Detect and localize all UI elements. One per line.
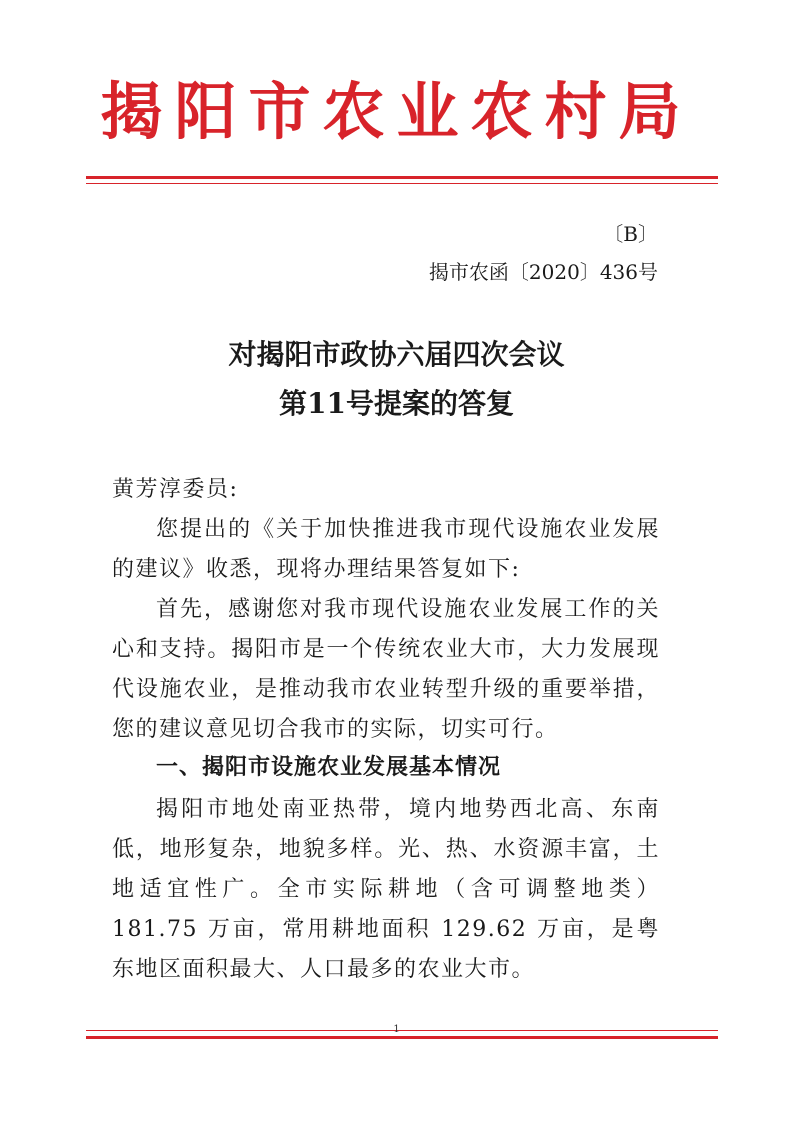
- body-paragraph-2: 首先，感谢您对我市现代设施农业发展工作的关心和支持。揭阳市是一个传统农业大市，大力发展现代设施农业，是推动我市农业转型升级的重要举措，您的建议意见切合我市的实际，切实可行。: [112, 597, 660, 742]
- section-1-paragraph: 揭阳市地处南亚热带，境内地势西北高、东南低，地形复杂，地貌多样。光、热、水资源丰富，土地适宜性广。全市实际耕地（含可调整地类）181.75 万亩，常用耕地面积 129.62 万亩，是粤东地区面积最大、人口最多的农业大市。: [112, 797, 660, 982]
- classification-mark: 〔B〕: [603, 222, 658, 246]
- footer-red-rule-thick: [86, 1036, 718, 1039]
- document-number: 揭市农函〔2020〕436号: [428, 260, 658, 284]
- salutation: 黄芳淳委员:: [112, 477, 239, 502]
- header-red-rule-thin: [86, 183, 718, 184]
- section-heading-1: 一、揭阳市设施农业发展基本情况: [156, 755, 502, 780]
- header-red-rule-thick: [86, 176, 718, 179]
- body-paragraph-1: 您提出的《关于加快推进我市现代设施农业发展的建议》收悉，现将办理结果答复如下:: [112, 517, 660, 582]
- issuing-authority-title: 揭阳市农业农村局: [100, 75, 693, 148]
- document-title-line1: 对揭阳市政协六届四次会议: [228, 338, 565, 371]
- document-title-line2: 第11号提案的答复: [279, 387, 514, 420]
- page-number: 1: [393, 1024, 400, 1035]
